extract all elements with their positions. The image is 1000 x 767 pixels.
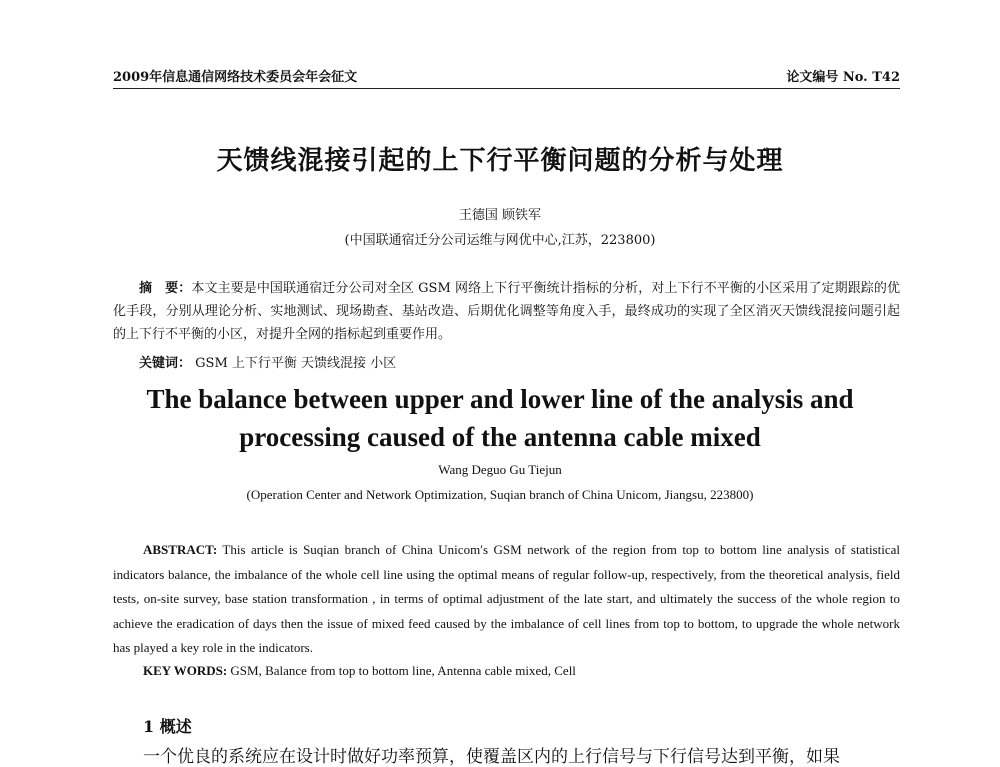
english-title-line-2: processing caused of the antenna cable mixed (239, 422, 761, 452)
english-keywords-text: GSM, Balance from top to bottom line, Antenna cable mixed, Cell (230, 663, 576, 678)
header-conference: 2009年信息通信网络技术委员会年会征文 (113, 70, 358, 85)
chinese-abstract (113, 277, 900, 346)
english-keywords (143, 663, 576, 679)
english-abstract-label: ABSTRACT: (143, 542, 218, 557)
english-authors: Wang Deguo Gu Tiejun (438, 462, 562, 477)
section-heading: 1 概述 (143, 717, 192, 736)
english-keywords-label: KEY WORDS: (143, 663, 228, 678)
chinese-keywords-text: GSM 上下行平衡 天馈线混接 小区 (195, 356, 397, 371)
english-title-line-1: The balance between upper and lower line of the analysis and (146, 384, 854, 414)
chinese-keywords-label: 关键词： (139, 356, 192, 371)
chinese-title: 天馈线混接引起的上下行平衡问题的分析与处理 (216, 146, 784, 176)
running-header (113, 66, 900, 85)
chinese-affiliation: (中国联通宿迁分公司运维与网优中心,江苏，223800) (344, 233, 656, 248)
chinese-abstract-label: 摘 要： (139, 281, 192, 296)
chinese-authors: 王德国 顾铁军 (458, 208, 542, 223)
body-paragraph: 一个优良的系统应在设计时做好功率预算，使覆盖区内的上行信号与下行信号达到平衡，如果 (143, 747, 840, 767)
english-abstract-text: This article is Suqian branch of China Unicom′s GSM network of the region from top to bottom line analysis of statistical indicators balance, the imbalance of the whole cell line using the optimal means of regular follow-up, respectively, from the theoretical analysis, field tests, on-site survey, base station transformation , in terms of optimal adjustment of the late start, and ultimately the success of the whole region to achieve the eradication of days then the issue of mixed feed caused by the imbalance of cell lines from top to bottom, to upgrade the whole network has played a key role in the indicators. (113, 542, 900, 655)
english-affiliation: (Operation Center and Network Optimization, Suqian branch of China Unicom, Jiangsu, 223800) (246, 487, 754, 502)
chinese-abstract-text: 本文主要是中国联通宿迁分公司对全区 GSM 网络上下行平衡统计指标的分析，对上下行不平衡的小区采用了定期跟踪的优化手段，分别从理论分析、实地测试、现场勘查、基站改造、后期优化调整等角度入手，最终成功的实现了全区消灭天馈线混接问题引起的上下行不平衡的小区，对提升全网的指标起到重要作用。 (113, 281, 900, 342)
chinese-keywords (139, 352, 396, 371)
english-title (0, 380, 1000, 456)
header-paper-number: 论文编号 No. T42 (786, 70, 900, 85)
header-rule (113, 88, 900, 89)
english-abstract (113, 538, 900, 661)
